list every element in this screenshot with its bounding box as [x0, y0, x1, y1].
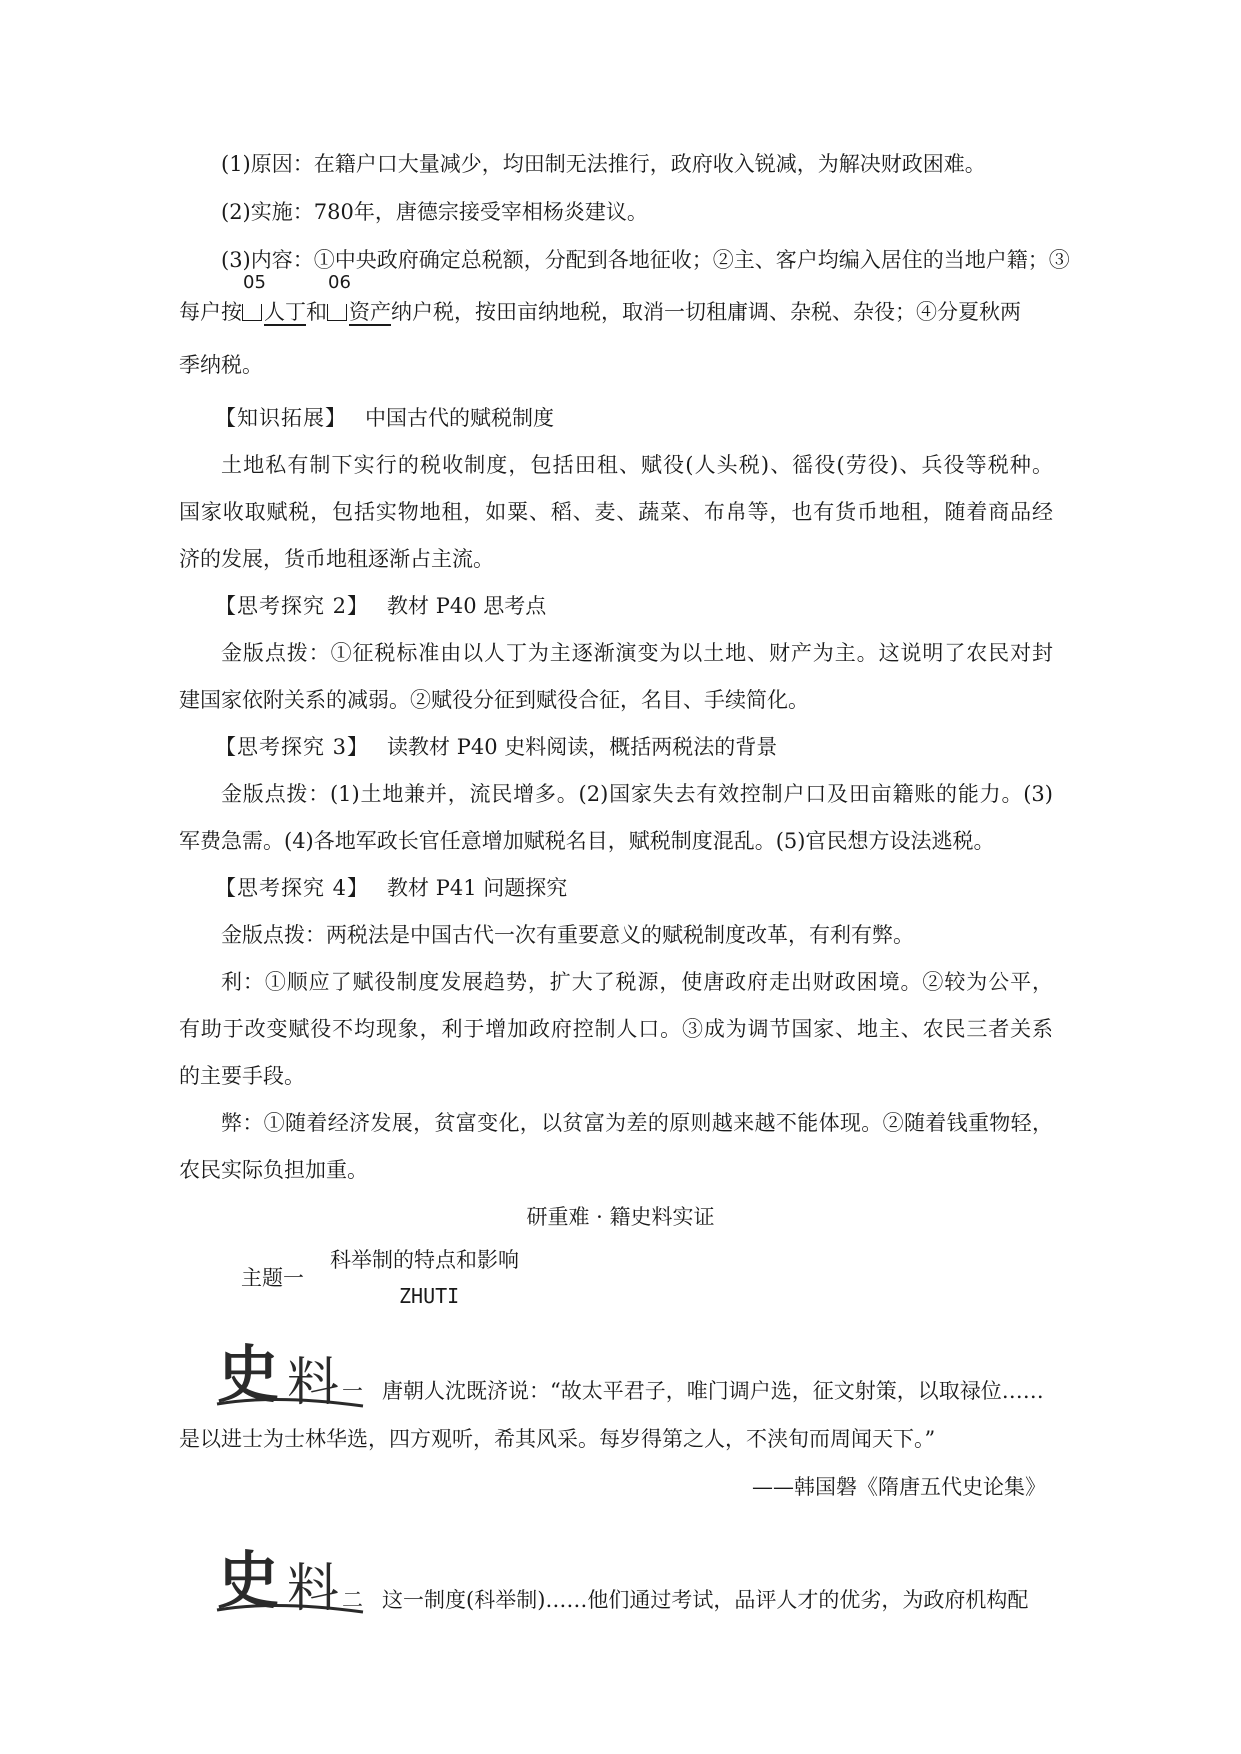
- fill-blank-06: [327, 272, 351, 327]
- pros-line: 有助于改变赋役不均现象，利于增加政府控制人口。③成为调节国家、地主、农民三者关系: [179, 1017, 1053, 1041]
- t4-line: 金版点拨：两税法是中国古代一次有重要意义的赋税制度改革，有利有弊。: [221, 923, 914, 947]
- source-1-line: 是以进士为士林华选，四方观听，希其风采。每岁得第之人，不浃旬而周闻天下。”: [179, 1427, 936, 1451]
- source-2-line: 这一制度(科举制)……他们通过考试，品评人才的优劣，为政府机构配: [382, 1588, 1029, 1612]
- section-tag: 【思考探究 4】: [215, 876, 370, 900]
- cons-line: 弊：①随着经济发展，贫富变化，以贫富为差的原则越来越不能体现。②随着钱重物轻，: [221, 1111, 1053, 1135]
- section-title: 教材 P40 思考点: [387, 594, 547, 618]
- section-title: 读教材 P40 史料阅读，概括两税法的背景: [387, 735, 778, 759]
- fill-blank-05: [242, 272, 266, 327]
- content-text: 每户按: [179, 300, 242, 324]
- blank-answer: 资产: [349, 300, 391, 324]
- pros-line: 的主要手段。: [179, 1064, 305, 1088]
- source-1-number: 一: [342, 1379, 363, 1403]
- section-think-2-heading: [215, 591, 546, 621]
- t2-line: 建国家依附关系的减弱。②赋役分征到赋役合征，名目、手续简化。: [179, 688, 809, 712]
- study-heading: 研重难 · 籍史料实证: [526, 1205, 715, 1229]
- content-text: 和: [306, 300, 327, 324]
- t3-line: 金版点拨：(1)土地兼并，流民增多。(2)国家失去有效控制户口及田亩籍账的能力。(3): [221, 782, 1053, 806]
- ext-line: 济的发展，货币地租逐渐占主流。: [179, 547, 494, 571]
- theme-label: 主题一: [241, 1266, 304, 1290]
- t2-line: 金版点拨：①征税标准由以人丁为主逐渐演变为以土地、财产为主。这说明了农民对封: [221, 641, 1053, 665]
- svg-text:料: 料: [287, 1559, 340, 1618]
- ext-line: 国家收取赋税，包括实物地租，如粟、稻、麦、蔬菜、布帛等，也有货币地租，随着商品经: [179, 500, 1053, 524]
- section-tag: 【思考探究 3】: [215, 735, 370, 759]
- svg-text:史: 史: [217, 1338, 280, 1411]
- source-1-line: 唐朝人沈既济说：“故太平君子，唯门调户选，征文射策，以取禄位……: [382, 1379, 1044, 1403]
- paragraph-content-line2: [179, 272, 1021, 327]
- theme-title: 科举制的特点和影响: [330, 1248, 519, 1272]
- section-knowledge-ext-heading: [215, 403, 554, 433]
- section-think-3-heading: [215, 732, 777, 762]
- blank-number: 05: [243, 272, 266, 293]
- source-2-number: 二: [342, 1588, 363, 1612]
- blank-box: [242, 304, 262, 321]
- blank-answer: 人丁: [264, 300, 306, 324]
- section-tag: 【知识拓展】: [215, 406, 347, 430]
- ext-line: 土地私有制下实行的税收制度，包括田租、赋役(人头税)、徭役(劳役)、兵役等税种。: [221, 453, 1053, 477]
- section-think-4-heading: [215, 873, 567, 903]
- cons-line: 农民实际负担加重。: [179, 1158, 368, 1182]
- section-title: 教材 P41 问题探究: [387, 876, 568, 900]
- paragraph-implementation: (2)实施：780年，唐德宗接受宰相杨炎建议。: [221, 200, 648, 224]
- blank-number: 06: [328, 272, 351, 293]
- paragraph-content-line1: (3)内容：①中央政府确定总税额，分配到各地征收；②主、客户均编入居住的当地户籍；③: [221, 248, 1070, 272]
- section-title: 中国古代的赋税制度: [365, 406, 554, 430]
- theme-pinyin: ZHUTI: [399, 1284, 460, 1308]
- source-1-citation: ——韩国磐《隋唐五代史论集》: [752, 1475, 1046, 1499]
- paragraph-content-line3: 季纳税。: [179, 353, 263, 377]
- t3-line: 军费急需。(4)各地军政长官任意增加赋税名目，赋税制度混乱。(5)官民想方设法逃税。: [179, 829, 995, 853]
- blank-box: [327, 304, 347, 321]
- svg-text:史: 史: [217, 1544, 280, 1617]
- content-text: 纳户税，按田亩纳地税，取消一切租庸调、杂税、杂役；④分夏秋两: [391, 300, 1021, 324]
- paragraph-reason: (1)原因：在籍户口大量减少，均田制无法推行，政府收入锐减，为解决财政困难。: [221, 152, 986, 176]
- section-tag: 【思考探究 2】: [215, 594, 370, 618]
- svg-text:料: 料: [287, 1353, 340, 1412]
- pros-line: 利：①顺应了赋役制度发展趋势，扩大了税源，使唐政府走出财政困境。②较为公平，: [221, 970, 1053, 994]
